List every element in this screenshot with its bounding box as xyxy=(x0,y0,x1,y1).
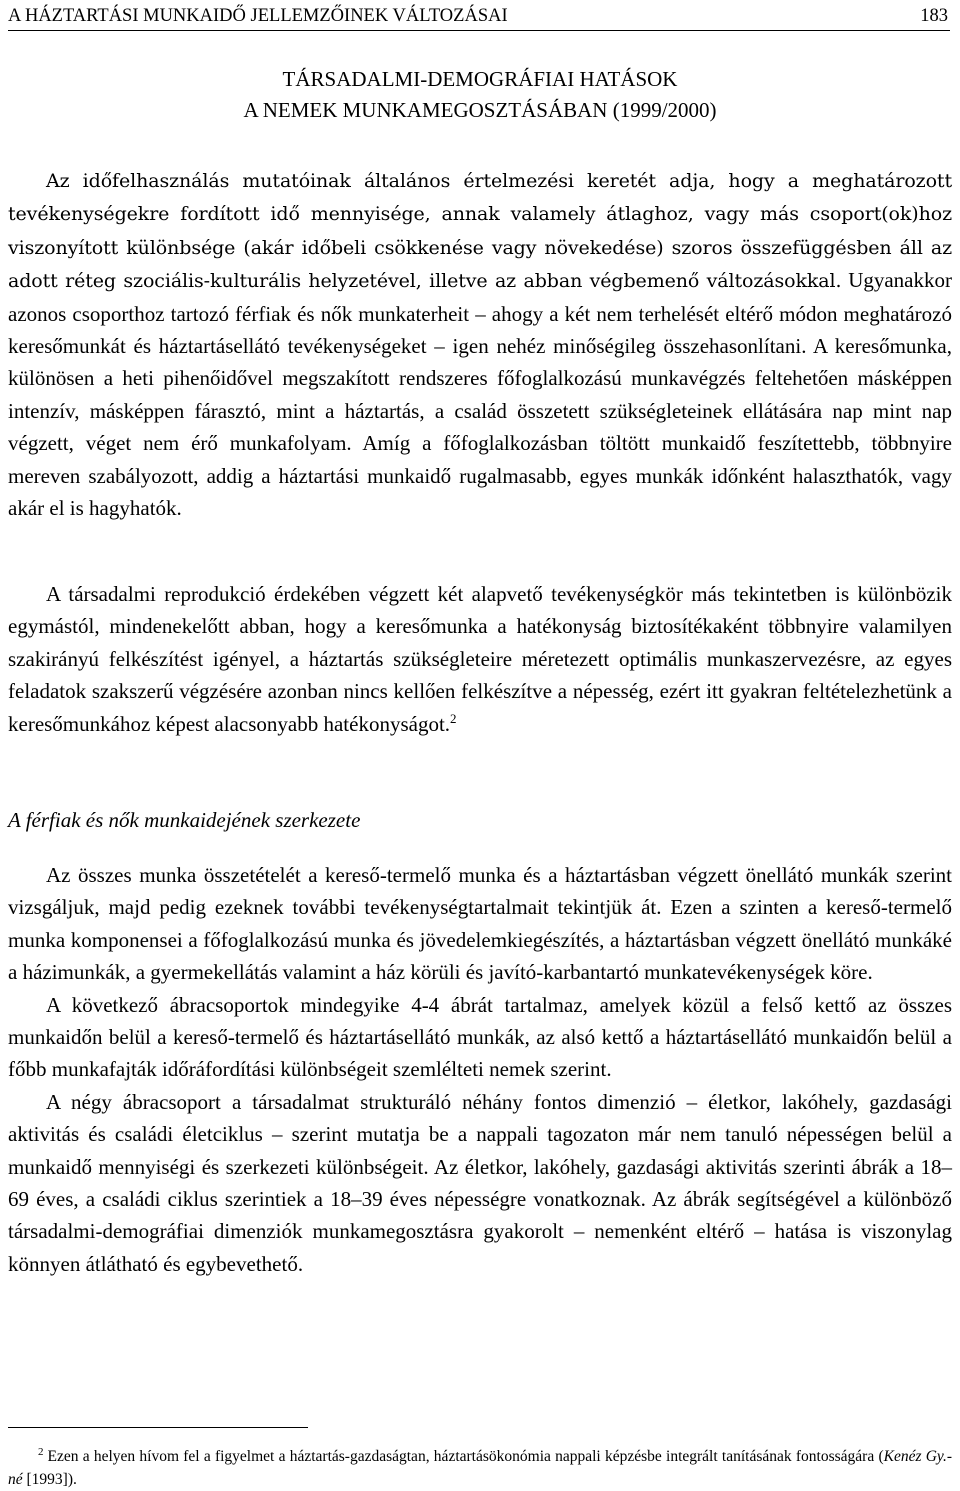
paragraph-segment: Az időfelhasználás mutatóinak általános értelmezési keretét adja, hogy a meghatározott tevékenységekre fordított idő mennyisége, annak valamely átlaghoz, vagy más csoport(ok)hoz viszonyított különbsége (akár időbeli csökkenése vagy növekedése) szoros összefüggésben áll az adott réteg szociális-kulturális helyzetével, illetve az abban végbemenő változásokkal. xyxy=(8,170,952,293)
section-title-line-2: A NEMEK MUNKAMEGOSZTÁSÁBAN (1999/2000) xyxy=(243,98,717,122)
footnote-text-end: [1993]). xyxy=(22,1471,77,1488)
body-block-3 xyxy=(8,859,952,1280)
paragraph: A következő ábracsoportok mindegyike 4-4 ábrát tartalmaz, amelyek közül a felső kettő az összes munkaidőn belül a kereső-termelő és háztartásellátó munkák, az alsó kettő a háztartásellátó munkaidőn belül a főbb munkafajták időráfordítási különbségeit szemlélteti nemek szerint. xyxy=(8,992,952,1082)
footnote-mark: 2 xyxy=(38,1446,44,1458)
section-title xyxy=(0,64,960,126)
section-title-line-1: TÁRSADALMI-DEMOGRÁFIAI HATÁSOK xyxy=(282,67,678,91)
body-block-2 xyxy=(8,578,952,740)
footnote xyxy=(8,1441,952,1491)
paragraph: Az összes munka összetételét a kereső-termelő munka és a háztartásban végzett önellátó munkák szerint vizsgáljuk, majd pedig ezeknek további tevékenységtartalmait tekintjük át. Ezen a szinten a kereső-termelő munka komponensei a főfoglalkozású munka és jövedelemkiegészítés, a háztartásban végzett önellátó munkáké a házimunkák, a gyermekellátás valamint a ház körüli és javító-karbantartó munkatevékenységek köre. xyxy=(8,863,952,985)
body-block-1 xyxy=(8,164,952,524)
page-number: 183 xyxy=(920,6,948,26)
footnote-author: Kenéz Gy.-né xyxy=(8,1448,952,1488)
paragraph xyxy=(8,164,952,524)
paragraph xyxy=(8,578,952,740)
subheading: A férfiak és nők munkaidejének szerkezete xyxy=(8,808,361,832)
running-header xyxy=(8,4,950,31)
paragraph-segment: Ugyanakkor azonos csoporthoz tartozó férfiak és nők munkaterheit – ahogy a két nem terhelését eltérő módon meghatározó keresőmunkát és háztartásellátó tevékenységeket – igen nehéz minőségileg összehasonlítani. A keresőmunka, különösen a heti pihenőidővel megszakított rendszeres főfoglalkozású munkavégzés feltehetően másképpen intenzív, másképpen fárasztó, mint a háztartás, a család összetett szükségleteinek ellátására nap mint nap végzett, véget nem érő munkafolyam. Amíg a főfoglalkozásban töltött munkaidő feszítettebb, többnyire mereven szabályozott, addig a háztartási munkaidő rugalmasabb, egyes munkák időnként halaszthatók, vagy akár el is hagyhatók. xyxy=(8,268,952,521)
paragraph-text: A társadalmi reprodukció érdekében végzett két alapvető tevékenységkör más tekintetben is különbözik egymástól, mindenekelőtt abban, hogy a keresőmunka a hatékonyság biztosítékaként többnyire valamilyen szakirányú felkészítést igényel, a háztartás szükségleteire méretezett optimális munkaszervezésre, az egyes feladatok szakszerű végzésére azonban nincs kellően felkészítve a népesség, ezért itt gyakran feltételezhetünk a keresőmunkához képest alacsonyabb hatékonyságot. xyxy=(8,582,952,736)
footnote-reference: 2 xyxy=(450,710,457,726)
footnote-text: Ezen a helyen hívom fel a figyelmet a háztartás-gazdaságtan, háztartásökonómia nappali képzésbe integrált tanításának fontosságára ( xyxy=(47,1448,884,1465)
footnote-divider xyxy=(8,1427,308,1428)
paragraph: A négy ábracsoport a társadalmat strukturáló néhány fontos dimenzió – életkor, lakóhely, gazdasági aktivitás és családi életciklus – szerint mutatja be a nappali tagozaton már nem tanuló népességen belül a munkaidő mennyiségi és szerkezeti különbségeit. Az életkor, lakóhely, gazdasági aktivitás szerinti ábrák a 18–69 éves, a családi ciklus szerintiek a 18–39 éves népességre vonatkoznak. Az ábrák segítségével a különböző társadalmi-demográfiai dimenziók munkamegosztásra gyakorolt – nemenként eltérő – hatása is viszonylag könnyen átlátható és egybevethető. xyxy=(8,1089,952,1276)
running-title: A HÁZTARTÁSI MUNKAIDŐ JELLEMZŐINEK VÁLTOZÁSAI xyxy=(8,6,508,26)
